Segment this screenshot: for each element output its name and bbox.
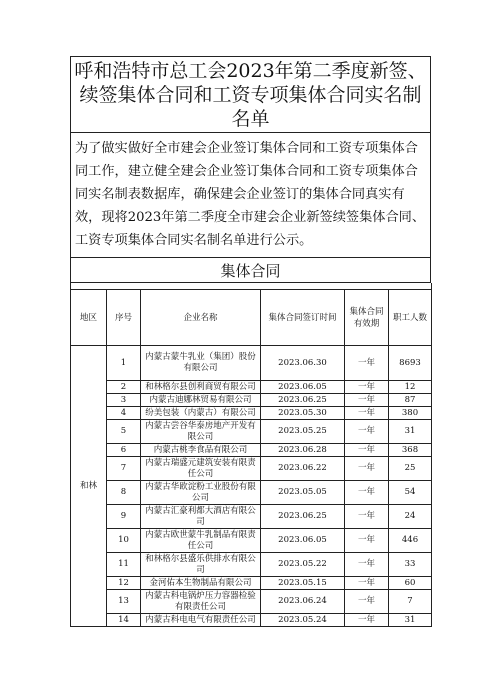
seq-cell: 10 [107, 529, 141, 553]
header-company: 企业名称 [141, 290, 261, 346]
staff-cell: 33 [389, 553, 432, 577]
seq-cell: 2 [107, 381, 141, 394]
date-cell: 2023.06.28 [261, 444, 345, 457]
date-cell: 2023.05.24 [261, 614, 345, 627]
period-cell: 一年 [345, 407, 389, 420]
company-cell: 内蒙古华欧淀粉工业股份有限公司 [141, 481, 261, 505]
date-cell: 2023.06.25 [261, 505, 345, 529]
staff-cell: 368 [389, 444, 432, 457]
company-cell: 内蒙古欧世蒙牛乳制品有限责任公司 [141, 529, 261, 553]
region-cell: 和林 [71, 346, 107, 627]
date-cell: 2023.06.25 [261, 394, 345, 407]
seq-cell: 7 [107, 457, 141, 481]
table-row [71, 394, 432, 407]
table-row [71, 381, 432, 394]
staff-cell: 31 [389, 420, 432, 444]
period-cell: 一年 [345, 529, 389, 553]
period-cell: 一年 [345, 444, 389, 457]
table-row [71, 614, 432, 627]
date-cell: 2023.05.25 [261, 420, 345, 444]
date-cell: 2023.05.05 [261, 481, 345, 505]
date-cell: 2023.06.05 [261, 529, 345, 553]
table-row [71, 346, 432, 381]
period-cell: 一年 [345, 614, 389, 627]
date-cell: 2023.06.24 [261, 590, 345, 614]
company-cell: 内蒙古迪娜林贸易有限公司 [141, 394, 261, 407]
company-cell: 内蒙古科电锅炉压力容器检验有限责任公司 [141, 590, 261, 614]
seq-cell: 8 [107, 481, 141, 505]
period-cell: 一年 [345, 505, 389, 529]
table-row [71, 590, 432, 614]
staff-cell: 87 [389, 394, 432, 407]
seq-cell: 5 [107, 420, 141, 444]
staff-cell: 31 [389, 614, 432, 627]
header-staff: 职工人数 [389, 290, 432, 346]
company-cell: 内蒙古瑞盛元建筑安装有限责任公司 [141, 457, 261, 481]
document-title: 呼和浩特市总工会2023年第二季度新签、续签集体合同和工资专项集体合同实名制名单 [70, 56, 431, 133]
date-cell: 2023.06.22 [261, 457, 345, 481]
period-cell: 一年 [345, 346, 389, 381]
seq-cell: 9 [107, 505, 141, 529]
contract-table [70, 283, 432, 627]
seq-cell: 11 [107, 553, 141, 577]
period-cell: 一年 [345, 577, 389, 590]
date-cell: 2023.05.22 [261, 553, 345, 577]
table-row [71, 420, 432, 444]
period-cell: 一年 [345, 381, 389, 394]
date-cell: 2023.05.30 [261, 407, 345, 420]
company-cell: 和林格尔县盛乐供排水有限公司 [141, 553, 261, 577]
table-row [71, 457, 432, 481]
company-cell: 金河佑本生物制品有限公司 [141, 577, 261, 590]
table-row [71, 444, 432, 457]
staff-cell: 8693 [389, 346, 432, 381]
document [70, 56, 431, 627]
seq-cell: 3 [107, 394, 141, 407]
table-row [71, 529, 432, 553]
period-cell: 一年 [345, 394, 389, 407]
company-cell: 内蒙古科电电气有限责任公司 [141, 614, 261, 627]
header-region: 地区 [71, 290, 107, 346]
header-date: 集体合同签订时间 [261, 290, 345, 346]
date-cell: 2023.05.15 [261, 577, 345, 590]
date-cell: 2023.06.30 [261, 346, 345, 381]
table-row [71, 553, 432, 577]
company-cell: 内蒙古蒙牛乳业（集团）股份有限公司 [141, 346, 261, 381]
staff-cell: 12 [389, 381, 432, 394]
table-row [71, 577, 432, 590]
period-cell: 一年 [345, 481, 389, 505]
header-period: 集体合同有效期 [345, 290, 389, 346]
company-cell: 和林格尔县创利商贸有限公司 [141, 381, 261, 394]
section-title: 集体合同 [70, 258, 431, 283]
company-cell: 内蒙古汇豪利都大酒店有限公司 [141, 505, 261, 529]
header-seq: 序号 [107, 290, 141, 346]
seq-cell: 6 [107, 444, 141, 457]
company-cell: 纷美包装（内蒙古）有限公司 [141, 407, 261, 420]
company-cell: 内蒙古桃李食品有限公司 [141, 444, 261, 457]
seq-cell: 12 [107, 577, 141, 590]
period-cell: 一年 [345, 420, 389, 444]
period-cell: 一年 [345, 553, 389, 577]
period-cell: 一年 [345, 590, 389, 614]
staff-cell: 24 [389, 505, 432, 529]
table-header-row [71, 290, 432, 346]
table-row [71, 407, 432, 420]
date-cell: 2023.06.05 [261, 381, 345, 394]
seq-cell: 1 [107, 346, 141, 381]
seq-cell: 14 [107, 614, 141, 627]
staff-cell: 60 [389, 577, 432, 590]
company-cell: 内蒙古尝谷华泰房地产开发有限公司 [141, 420, 261, 444]
table-row [71, 505, 432, 529]
period-cell: 一年 [345, 457, 389, 481]
seq-cell: 4 [107, 407, 141, 420]
seq-cell: 13 [107, 590, 141, 614]
staff-cell: 7 [389, 590, 432, 614]
table-row [71, 481, 432, 505]
staff-cell: 25 [389, 457, 432, 481]
intro-paragraph: 为了做实做好全市建会企业签订集体合同和工资专项集体合同工作，建立健全建会企业签订集体合同和工资专项集体合同实名制表数据库，确保建会企业签订的集体合同真实有效，现将2023年第二季度全市建会企业新签续签集体合同、工资专项集体合同实名制名单进行公示。 [70, 133, 431, 258]
staff-cell: 380 [389, 407, 432, 420]
staff-cell: 446 [389, 529, 432, 553]
staff-cell: 54 [389, 481, 432, 505]
